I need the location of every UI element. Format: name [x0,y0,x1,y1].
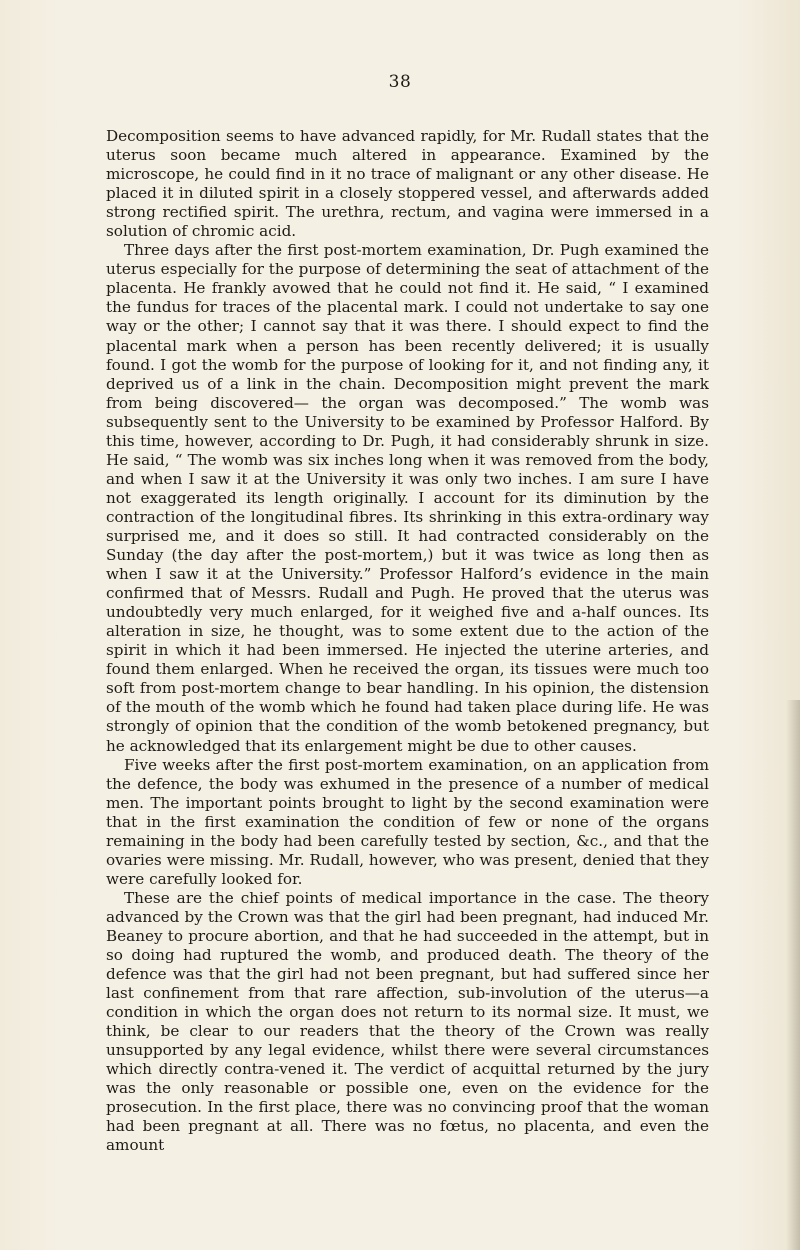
page-number: 38 [388,72,412,92]
paragraph: Three days after the first post-mortem examination, Dr. Pugh examined the uterus especially for the purpose of determining the seat of attachment of the placenta. He frankly avowed that he could not find it. He said, “ I examined the fundus for traces of the placental mark. I could not undertake to say one way or the other; I cannot say that it was there. I should expect to find the placental mark when a person has been recently delivered; it is usually found. I got the womb for the purpose of looking for it, and not finding any, it deprived us of a link in the chain. Decomposition might prevent the mark from being discovered— the organ was decomposed.” The womb was subsequently sent to the University to be examined by Professor Halford. By this time, however, according to Dr. Pugh, it had considerably shrunk in size. He said, “ The womb was six inches long when it was removed from the body, and when I saw it at the University it was only two inches. I am sure I have not exaggerated its length originally. I account for its diminution by the contraction of the longitudinal fibres. Its shrinking in this extra-ordinary way surprised me, and it does so still. It had contracted considerably on the Sunday (the day after the post-mortem,) but it was twice as long then as when I saw it at the University.” Professor Halford’s evidence in the main confirmed that of Messrs. Rudall and Pugh. He proved that the uterus was undoubtedly very much enlarged, for it weighed five and a-half ounces. Its alteration in size, he thought, was to some extent due to the action of the spirit in which it had been immersed. He injected the uterine arteries, and found them enlarged. When he received the organ, its tissues were much too soft from post-mortem change to bear handling. In his opinion, the distension of the mouth of the womb which he found had taken place during life. He was strongly of opinion that the condition of the womb betokened pregnancy, but he acknowledged that its enlargement might be due to other causes. [106,241,709,755]
page-edge-shadow [786,700,800,1250]
body-text [106,127,709,1156]
paragraph: These are the chief points of medical importance in the case. The theory advanced by the Crown was that the girl had been pregnant, had induced Mr. Beaney to procure abortion, and that he had succeeded in the attempt, but in so doing had ruptured the womb, and produced death. The theory of the defence was that the girl had not been pregnant, but had suffered since her last confinement from that rare affection, sub-involution of the uterus—a condition in which the organ does not return to its normal size. It must, we think, be clear to our readers that the theory of the Crown was really unsupported by any legal evidence, whilst there were several circumstances which directly contra-vened it. The verdict of acquittal returned by the jury was the only reasonable or possible one, even on the evidence for the prosecution. In the first place, there was no convincing proof that the woman had been pregnant at all. There was no fœtus, no placenta, and even the amount [106,888,709,1155]
paragraph: Five weeks after the first post-mortem examination, on an application from the defence, the body was exhumed in the presence of a number of medical men. The important points brought to light by the second examination were that in the first examination the condition of few or none of the organs remaining in the body had been carefully tested by section, &c., and that the ovaries were missing. Mr. Rudall, however, who was present, denied that they were carefully looked for. [106,755,709,888]
paragraph: Decomposition seems to have advanced rapidly, for Mr. Rudall states that the uterus soon became much altered in appearance. Examined by the microscope, he could find in it no trace of malignant or any other disease. He placed it in diluted spirit in a closely stoppered vessel, and afterwards added strong rectified spirit. The urethra, rectum, and vagina were immersed in a solution of chromic acid. [106,127,709,241]
